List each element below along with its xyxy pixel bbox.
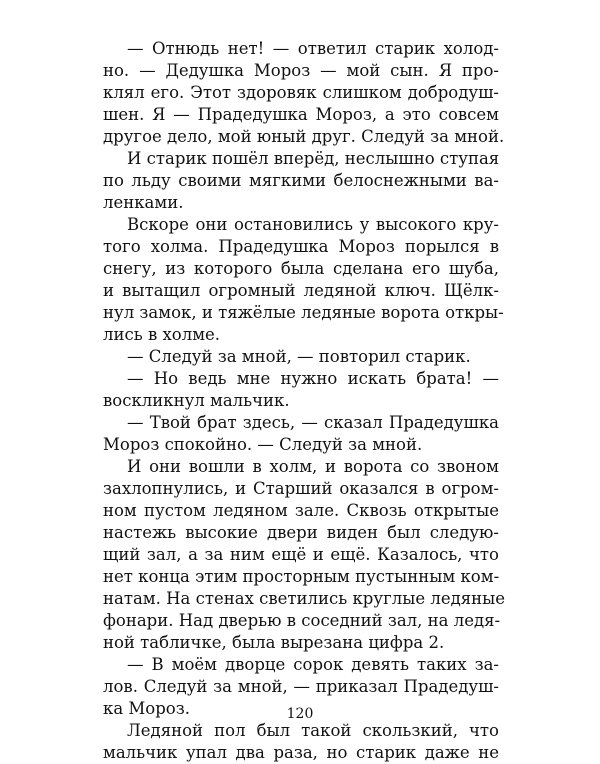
text-line: нул замок, и тяжёлые ледяные ворота откры- — [103, 303, 504, 322]
text-line: по льду своими мягкими белоснежными ва- — [103, 171, 499, 190]
page-number: 120 — [286, 706, 314, 722]
text-line: того холма. Прадедушка Мороз порылся в — [103, 237, 499, 256]
text-line: воскликнул мальчик. — [103, 391, 290, 410]
text-line: фонари. Над дверью в соседний зал, на ледя- — [103, 611, 501, 630]
text-line: ной табличке, была вырезана цифра 2. — [103, 633, 445, 652]
text-line: Ледяной пол был такой скользкий, что — [127, 721, 499, 740]
text-line: лов. Следуй за мной, — приказал Прадедуш- — [103, 677, 499, 696]
page-text — [103, 38, 506, 764]
text-line: шен. Я — Прадедушка Мороз, а это совсем — [103, 105, 499, 124]
text-line: снегу, из которого была сделана его шуба, — [103, 259, 499, 278]
text-line: — В моём дворце сорок девять таких за- — [127, 655, 499, 674]
text-line: и вытащил огромный ледяной ключ. Щёлк- — [103, 281, 499, 300]
text-line: — Отнюдь нет! — ответил старик холод- — [127, 39, 499, 58]
text-line: но. — Дедушка Мороз — мой сын. Я про- — [103, 61, 499, 80]
text-line: — Твой брат здесь, — сказал Прадедушка — [127, 413, 499, 432]
text-line: щий зал, а за ним ещё и ещё. Казалось, что — [103, 545, 499, 564]
text-line: И старик пошёл вперёд, неслышно ступая — [127, 149, 500, 168]
text-line: лись в холме. — [103, 325, 221, 344]
text-line: натам. На стенах светились круглые ледяные — [103, 589, 506, 608]
text-line: настежь высокие двери виден был следую- — [103, 523, 499, 542]
text-line: — Но ведь мне нужно искать брата! — — [127, 369, 499, 388]
text-line: Вскоре они остановились у высокого кру- — [127, 215, 499, 234]
text-line: Мороз спокойно. — Следуй за мной. — [103, 435, 423, 454]
text-line: другое дело, мой юный друг. Следуй за мной. — [103, 127, 505, 146]
text-line: мальчик упал два раза, но старик даже не — [103, 743, 499, 762]
text-line: — Следуй за мной, — повторил старик. — [127, 347, 471, 366]
text-line: клял его. Этот здоровяк слишком добродуш- — [103, 83, 499, 102]
text-line: нет конца этим просторным пустынным ком- — [103, 567, 500, 586]
text-line: ленками. — [103, 193, 184, 212]
text-line: захлопнулись, и Старший оказался в огром- — [103, 479, 499, 498]
text-line: ном пустом ледяном зале. Сквозь открытые — [103, 501, 499, 520]
text-line: ка Мороз. — [103, 699, 190, 718]
text-line: И они вошли в холм, и ворота со звоном — [127, 457, 499, 476]
